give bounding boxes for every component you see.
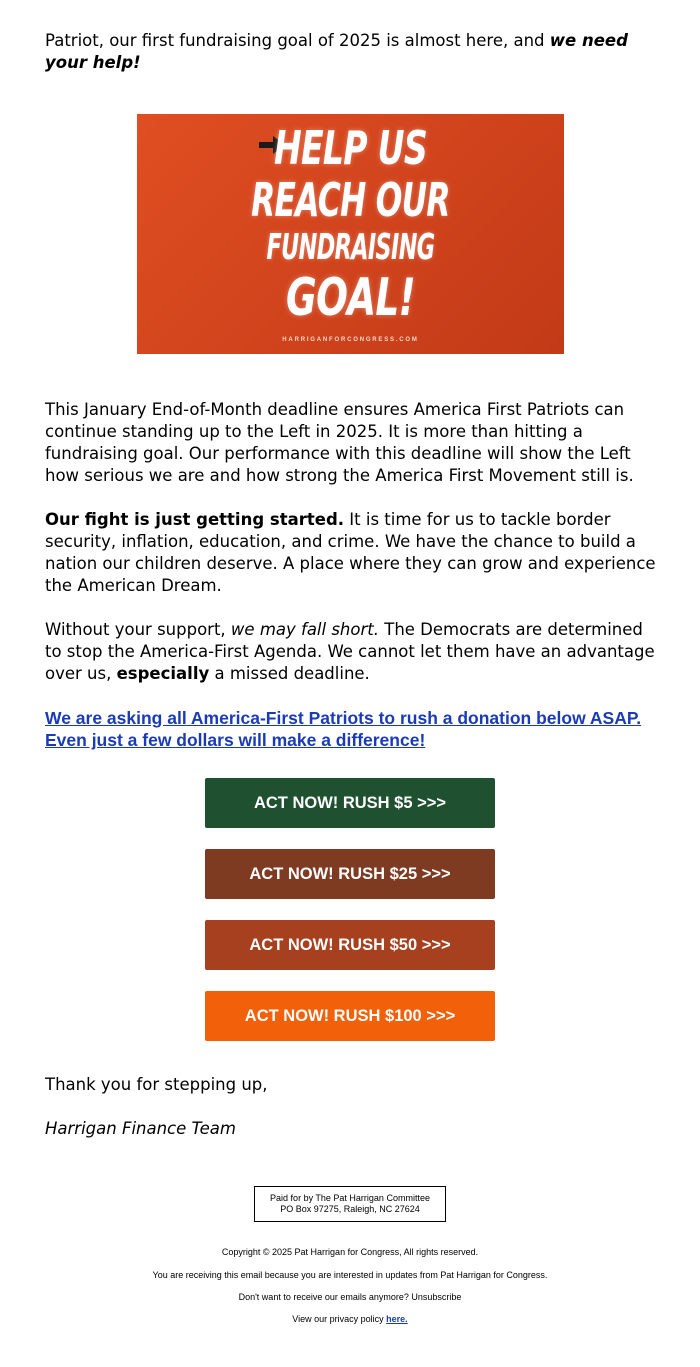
intro-emphasis: we need your help! bbox=[45, 31, 628, 72]
privacy-policy-link[interactable]: here. bbox=[386, 1314, 408, 1324]
banner-line-1: HELP US bbox=[274, 121, 427, 175]
body-paragraph-fight bbox=[45, 509, 657, 597]
body-paragraph-deadline: This January End-of-Month deadline ensures America First Patriots can continue standing up to the Left in 2025. It is more than hitting a fundraising goal. Our performance with this deadline will show the Left how serious we are and how strong the America First Movement still is. bbox=[45, 400, 634, 485]
fight-bold-text: Our fight is just getting started. bbox=[45, 510, 345, 529]
donation-cta-link[interactable]: We are asking all America-First Patriots to rush a donation below ASAP. Even just a few dollars will make a difference! bbox=[45, 708, 642, 750]
copyright-text: Copyright © 2025 Pat Harrigan for Congress, All rights reserved. bbox=[221, 1247, 479, 1257]
paid-for-disclaimer bbox=[254, 1186, 446, 1222]
fight-rest-text: It is time for us to tackle border security, inflation, education, and crime. We have the chance to build a nation our children deserve. A place where they can grow and experience the American Dream. bbox=[45, 510, 656, 595]
banner-url: HARRIGANFORCONGRESS.COM bbox=[282, 337, 419, 343]
donate-100-button[interactable]: ACT NOW! RUSH $100 >>> bbox=[205, 991, 495, 1041]
paid-for-line-1: Paid for by The Pat Harrigan Committee bbox=[270, 1193, 430, 1203]
signoff-text: Harrigan Finance Team bbox=[45, 1119, 236, 1138]
banner-line-3: FUNDRAISING bbox=[266, 227, 435, 268]
body-paragraph-support bbox=[45, 619, 657, 685]
unsubscribe-link[interactable]: Don't want to receive our emails anymore? Unsubscribe bbox=[238, 1292, 462, 1302]
donate-5-button[interactable]: ACT NOW! RUSH $5 >>> bbox=[205, 778, 495, 828]
intro-text: Patriot, our first fundraising goal of 2025 is almost here, and bbox=[45, 31, 550, 50]
privacy-line bbox=[0, 1313, 700, 1325]
support-end-text: a missed deadline. bbox=[209, 664, 370, 683]
banner-line-2: REACH OUR bbox=[251, 173, 450, 227]
fundraising-banner-image[interactable] bbox=[137, 114, 564, 354]
banner-headline bbox=[137, 122, 564, 326]
donate-50-button[interactable]: ACT NOW! RUSH $50 >>> bbox=[205, 920, 495, 970]
support-start-text: Without your support, bbox=[45, 620, 231, 639]
support-italic-text: we may fall short. bbox=[230, 620, 379, 639]
thanks-text: Thank you for stepping up, bbox=[45, 1075, 268, 1094]
banner-line-4: GOAL! bbox=[286, 268, 415, 328]
support-middle-text: The Democrats are determined to stop the America-First Agenda. We cannot let them have an advantage over us, bbox=[45, 620, 655, 683]
privacy-text: View our privacy policy bbox=[292, 1314, 387, 1324]
paid-for-line-2: PO Box 97275, Raleigh, NC 27624 bbox=[280, 1204, 420, 1214]
intro-paragraph bbox=[45, 30, 657, 74]
donate-25-button[interactable]: ACT NOW! RUSH $25 >>> bbox=[205, 849, 495, 899]
receiving-notice: You are receiving this email because you are interested in updates from Pat Harrigan for Congress. bbox=[152, 1270, 548, 1280]
support-bold-text: especially bbox=[116, 664, 210, 683]
